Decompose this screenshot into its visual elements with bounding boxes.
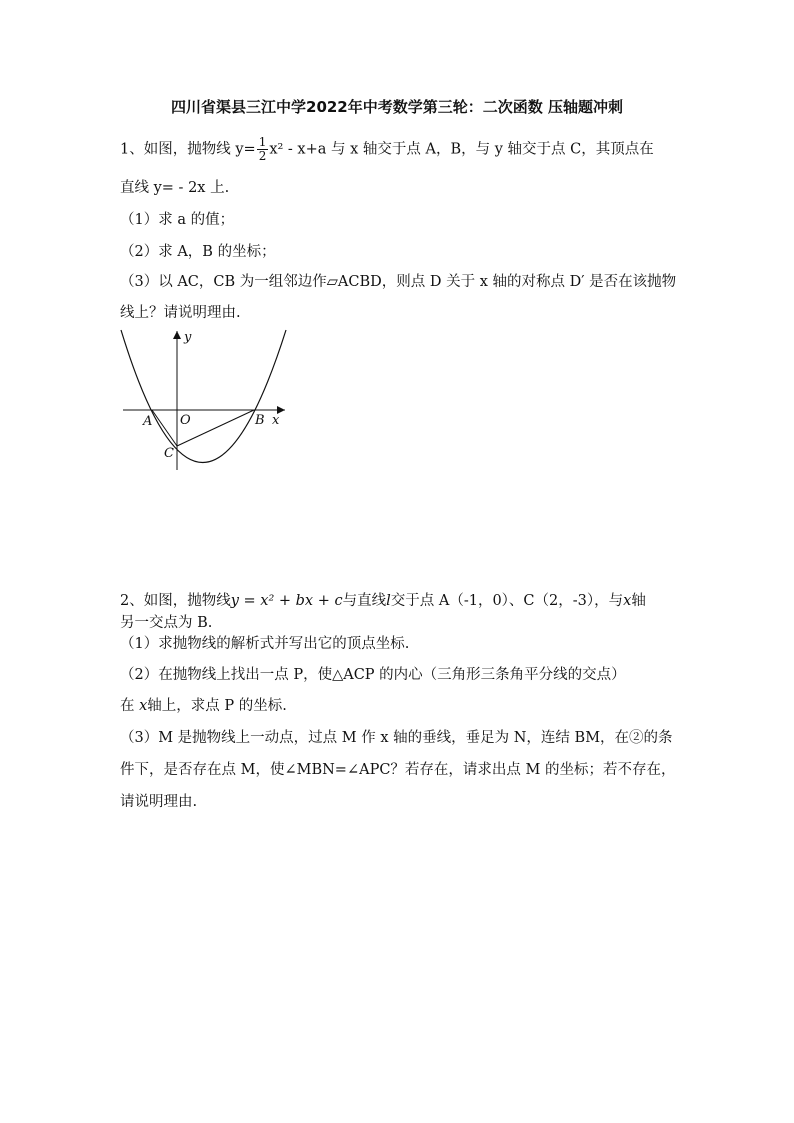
q2-part3-line1: （3）M 是抛物线上一动点，过点 M 作 x 轴的垂线，垂足为 N，连结 BM，在②的条 bbox=[120, 730, 673, 746]
q1-fraction-denominator: 2 bbox=[258, 149, 267, 163]
q2-part3-line3: 请说明理由. bbox=[120, 794, 198, 810]
parabola-curve bbox=[121, 330, 286, 463]
q2-intro-d: 轴 bbox=[631, 593, 646, 609]
q1-intro-line1 bbox=[120, 136, 654, 163]
label-a: A bbox=[143, 414, 153, 429]
q2-intro-line1 bbox=[120, 589, 646, 610]
y-axis-arrow-icon bbox=[173, 331, 181, 339]
q2-part3-line2: 件下，是否存在点 M，使∠MBN=∠APC？若存在，请求出点 M 的坐标；若不存在， bbox=[120, 762, 676, 778]
label-y: y bbox=[184, 330, 192, 345]
q2-part1: （1）求抛物线的解析式并写出它的顶点坐标. bbox=[120, 636, 410, 652]
q2-intro-b: 与直线 bbox=[342, 593, 387, 609]
q1-intro-b: x² - x+a 与 x 轴交于点 A，B，与 y 轴交于点 C，其顶点在 bbox=[269, 141, 654, 158]
q2-line-l: l bbox=[386, 593, 391, 609]
q1-part3-line2: 线上？请说明理由. bbox=[120, 305, 241, 321]
q2-part2-line1: （2）在抛物线上找出一点 P，使△ACP 的内心（三角形三条角平分线的交点） bbox=[120, 667, 626, 683]
q2-x-var: x bbox=[623, 593, 632, 609]
page-title: 四川省渠县三江中学2022年中考数学第三轮：二次函数 压轴题冲刺 bbox=[171, 98, 623, 116]
q1-part1: （1）求 a 的值； bbox=[120, 212, 235, 228]
q1-part2: （2）求 A，B 的坐标； bbox=[120, 244, 276, 260]
label-o: O bbox=[180, 413, 191, 428]
q1-intro-a: 1、如图，抛物线 y= bbox=[120, 141, 256, 158]
q1-fraction bbox=[257, 136, 269, 163]
q1-intro-line2: 直线 y= - 2x 上. bbox=[120, 180, 230, 196]
q1-part3-line1: （3）以 AC，CB 为一组邻边作▱ACBD，则点 D 关于 x 轴的对称点 D′ 是否在该抛物 bbox=[120, 274, 677, 290]
q2-part2-x-var: x bbox=[139, 698, 148, 714]
label-c: C bbox=[164, 446, 174, 461]
q1-figure bbox=[115, 325, 295, 475]
q2-part2-pre: 在 bbox=[120, 698, 135, 714]
q2-intro-c: 交于点 A（-1，0）、C（2，-3），与 bbox=[390, 593, 624, 609]
q2-intro-line2: 另一交点为 B. bbox=[120, 615, 213, 631]
label-x: x bbox=[272, 413, 280, 428]
label-b: B bbox=[255, 413, 265, 428]
segment-ac bbox=[152, 410, 177, 446]
q1-fraction-numerator: 1 bbox=[258, 135, 267, 149]
q2-intro-a: 2、如图，抛物线 bbox=[120, 593, 231, 609]
q2-part2-rest: 轴上，求点 P 的坐标. bbox=[147, 698, 287, 714]
q2-part2-line2 bbox=[120, 694, 287, 715]
q2-equation: y = x² + bx + c bbox=[230, 593, 343, 609]
